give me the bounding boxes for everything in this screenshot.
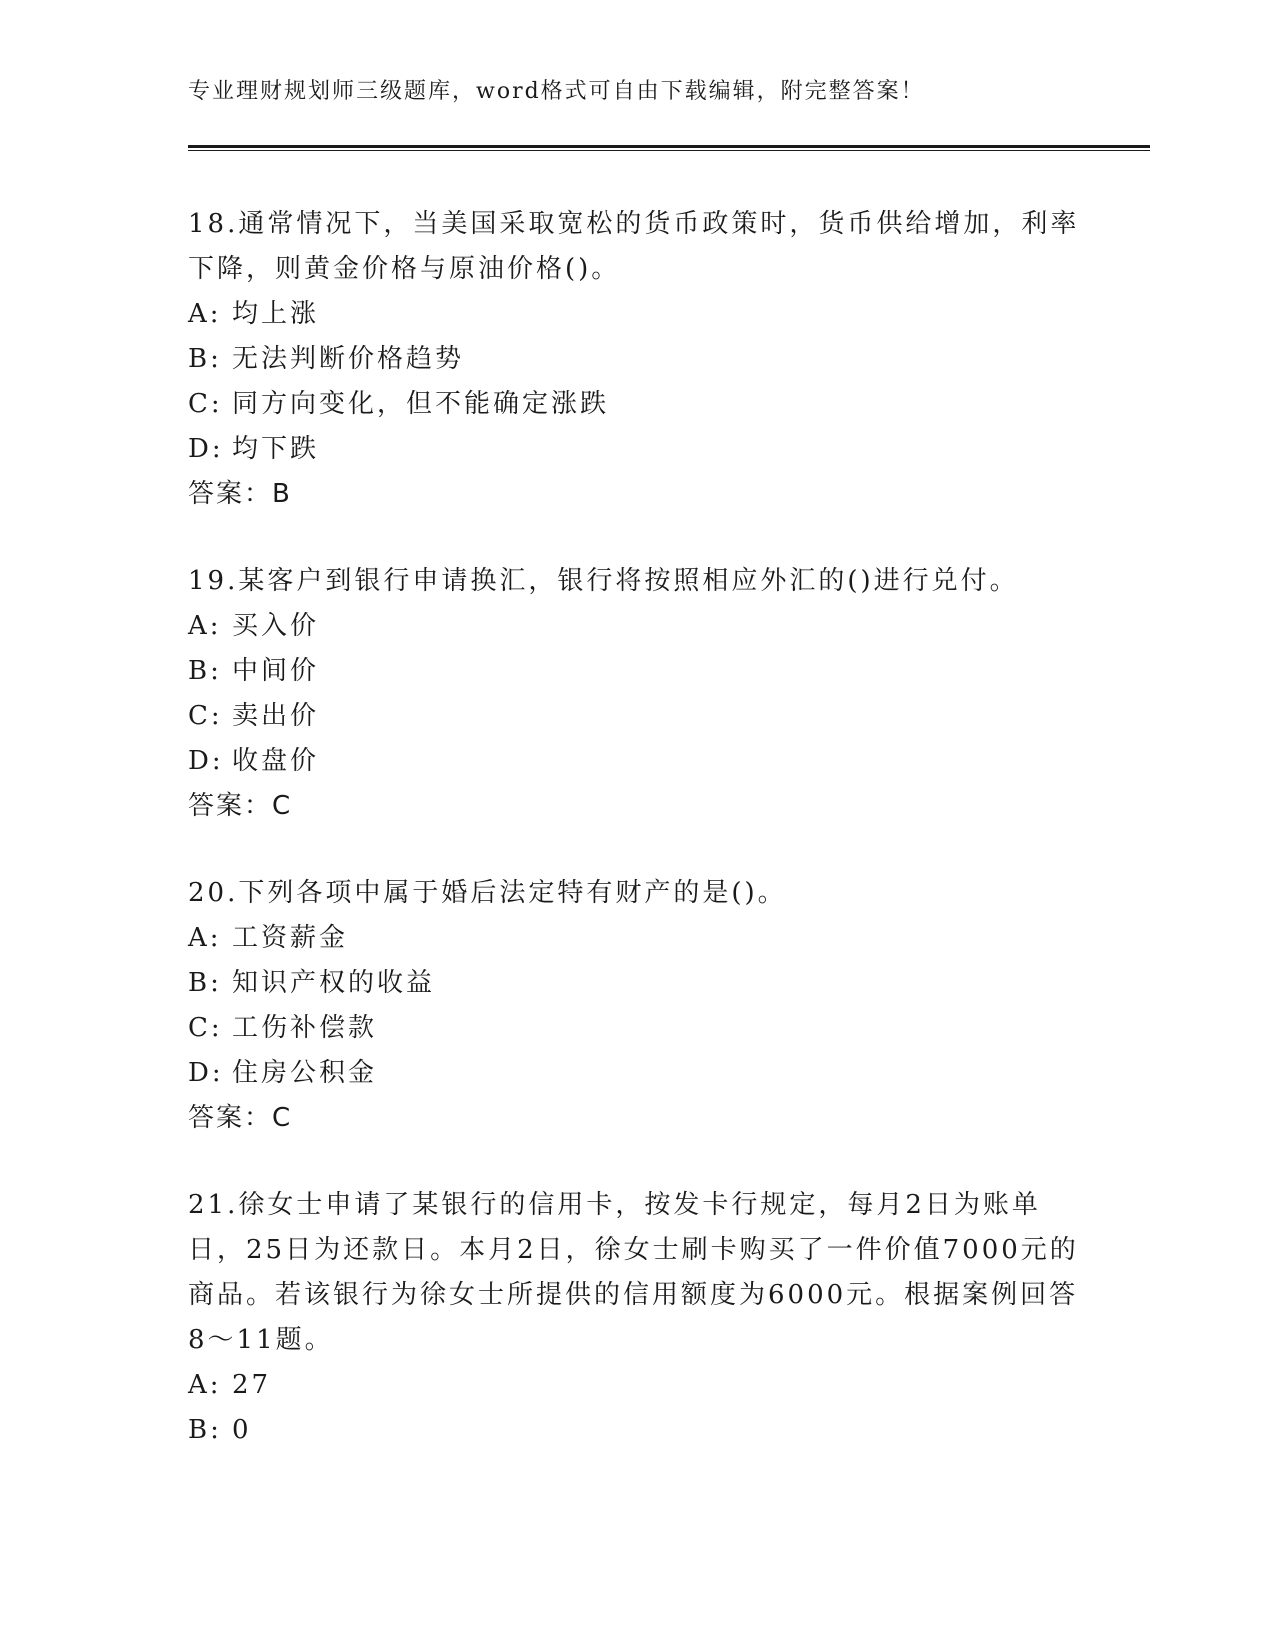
option-c (188, 694, 1088, 739)
question-18 (188, 202, 1088, 517)
option-a (188, 292, 1088, 337)
question-21 (188, 1183, 1088, 1453)
header-rule-thin (188, 150, 1150, 151)
option-letter: A: (188, 1370, 222, 1400)
option-letter: A: (188, 923, 222, 953)
option-letter: B: (188, 968, 222, 998)
page-header: 专业理财规划师三级题库，word格式可自由下载编辑，附完整答案！ (188, 79, 925, 104)
option-a (188, 1363, 1088, 1408)
option-d (188, 739, 1088, 784)
option-text: 无法判断价格趋势 (232, 344, 465, 374)
option-letter: A: (188, 611, 222, 641)
option-a (188, 604, 1088, 649)
question-20 (188, 871, 1088, 1141)
option-text: 中间价 (232, 656, 320, 686)
option-letter: C: (188, 1013, 223, 1043)
option-text: 0 (232, 1415, 252, 1445)
answer: 答案：C (188, 791, 293, 821)
option-b (188, 649, 1088, 694)
option-text: 卖出价 (232, 701, 320, 731)
option-text: 同方向变化，但不能确定涨跌 (232, 389, 610, 419)
option-letter: C: (188, 389, 223, 419)
option-letter: D: (188, 1058, 224, 1088)
answer: 答案：B (188, 479, 292, 509)
option-text: 均上涨 (232, 299, 320, 329)
option-text: 均下跌 (232, 434, 320, 464)
option-letter: D: (188, 746, 224, 776)
option-text: 27 (232, 1370, 272, 1400)
option-c (188, 382, 1088, 427)
option-letter: B: (188, 344, 222, 374)
question-list (188, 202, 1088, 1495)
option-text: 工资薪金 (232, 923, 349, 953)
option-text: 住房公积金 (232, 1058, 378, 1088)
question-stem: 21.徐女士申请了某银行的信用卡，按发卡行规定，每月2日为账单日，25日为还款日。本月2日，徐女士刷卡购买了一件价值7000元的商品。若该银行为徐女士所提供的信用额度为6000元。根据案例回答8～11题。 (188, 1190, 1079, 1355)
option-a (188, 916, 1088, 961)
question-stem: 18.通常情况下，当美国采取宽松的货币政策时，货币供给增加，利率下降，则黄金价格与原油价格()。 (188, 209, 1080, 284)
option-letter: B: (188, 1415, 222, 1445)
question-19 (188, 559, 1088, 829)
option-b (188, 337, 1088, 382)
option-text: 收盘价 (232, 746, 320, 776)
option-text: 知识产权的收益 (232, 968, 436, 998)
option-text: 买入价 (232, 611, 320, 641)
header-rule-thick (188, 145, 1150, 148)
option-b (188, 961, 1088, 1006)
option-text: 工伤补偿款 (232, 1013, 378, 1043)
question-stem: 20.下列各项中属于婚后法定特有财产的是()。 (188, 878, 787, 908)
option-c (188, 1006, 1088, 1051)
answer: 答案：C (188, 1103, 293, 1133)
option-d (188, 1051, 1088, 1096)
question-stem: 19.某客户到银行申请换汇，银行将按照相应外汇的()进行兑付。 (188, 566, 1019, 596)
option-letter: A: (188, 299, 222, 329)
option-letter: D: (188, 434, 224, 464)
option-b (188, 1408, 1088, 1453)
option-d (188, 427, 1088, 472)
option-letter: B: (188, 656, 222, 686)
option-letter: C: (188, 701, 223, 731)
